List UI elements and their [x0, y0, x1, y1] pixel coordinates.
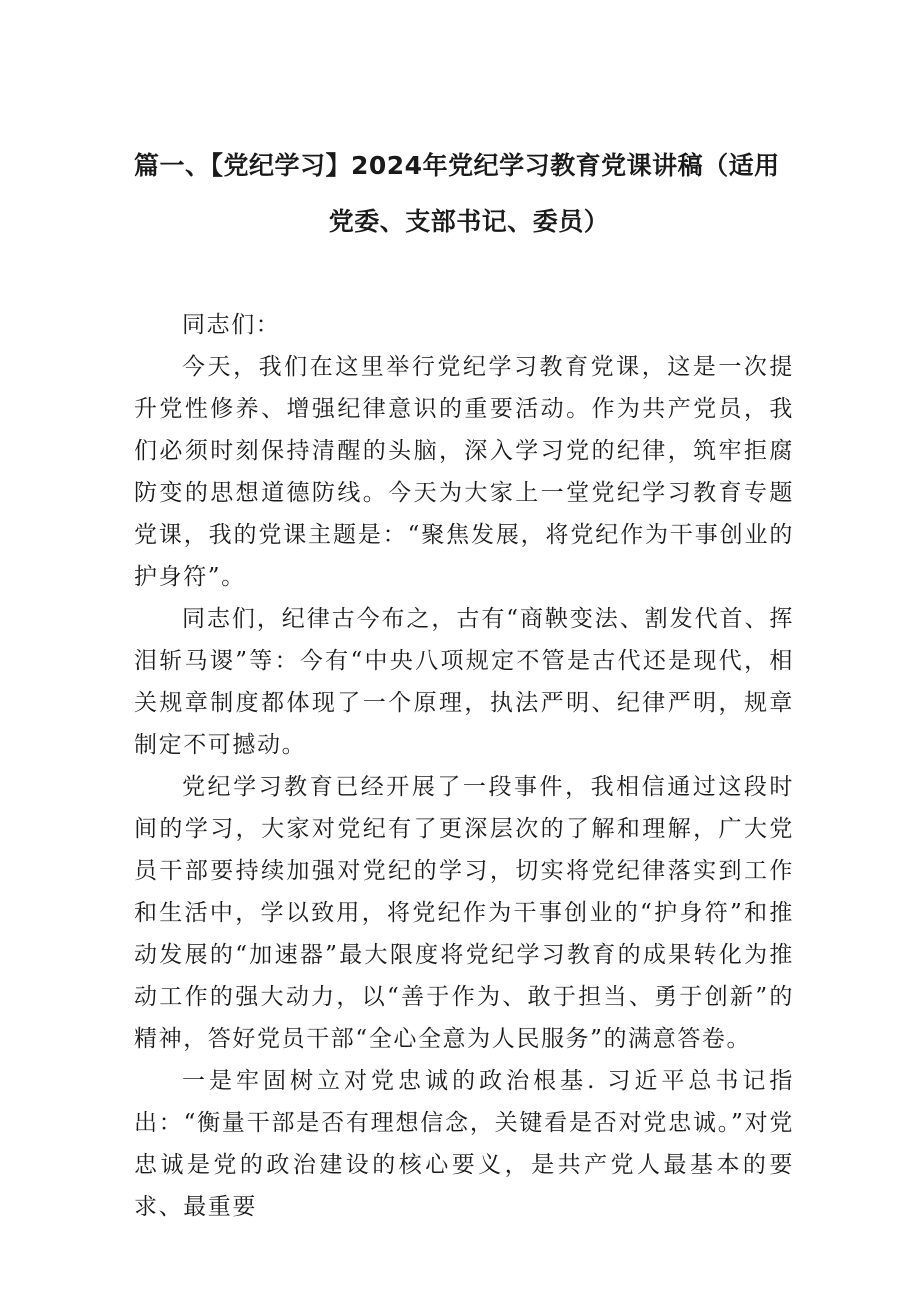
- paragraph-intro: 今天，我们在这里举行党纪学习教育党课，这是一次提升党性修养、增强纪律意识的重要活动。作为共产党员，我们必须时刻保持清醒的头脑，深入学习党的纪律，筑牢拒腐防变的思想道德防线。今天为大家上一堂党纪学习教育专题党课，我的党课主题是：“聚焦发展，将党纪作为干事创业的护身符”。: [134, 354, 794, 590]
- paragraph-history: 同志们，纪律古今布之，古有“商鞅变法、割发代首、挥泪斩马谡”等：今有“中央八项规定不管是古代还是现代，相关规章制度都体现了一个原理，执法严明、纪律严明，规章制定不可撼动。: [134, 606, 794, 758]
- document-title: [134, 138, 794, 250]
- title-line-2: 党委、支部书记、委员）: [328, 207, 610, 236]
- document-body: [134, 304, 794, 1228]
- title-line-1: 篇一、【党纪学习】2024年党纪学习教育党课讲稿（适用: [134, 151, 780, 180]
- greeting: 同志们：: [182, 312, 281, 338]
- paragraph-loyalty: 一是牢固树立对党忠诚的政治根基. 习近平总书记指出：“衡量干部是否有理想信念，关键看是否对党忠诚。”对党忠诚是党的政治建设的核心要义，是共产党人最基本的要求、最重要: [134, 1068, 794, 1220]
- paragraph-study: 党纪学习教育已经开展了一段事件，我相信通过这段时间的学习，大家对党纪有了更深层次的了解和理解，广大党员干部要持续加强对党纪的学习，切实将党纪律落实到工作和生活中，学以致用，将党纪作为干事创业的“护身符”和推动发展的“加速器”最大限度将党纪学习教育的成果转化为推动工作的强大动力，以“善于作为、敢于担当、勇于创新”的精神，答好党员干部“全心全意为人民服务”的满意答卷。: [134, 774, 794, 1052]
